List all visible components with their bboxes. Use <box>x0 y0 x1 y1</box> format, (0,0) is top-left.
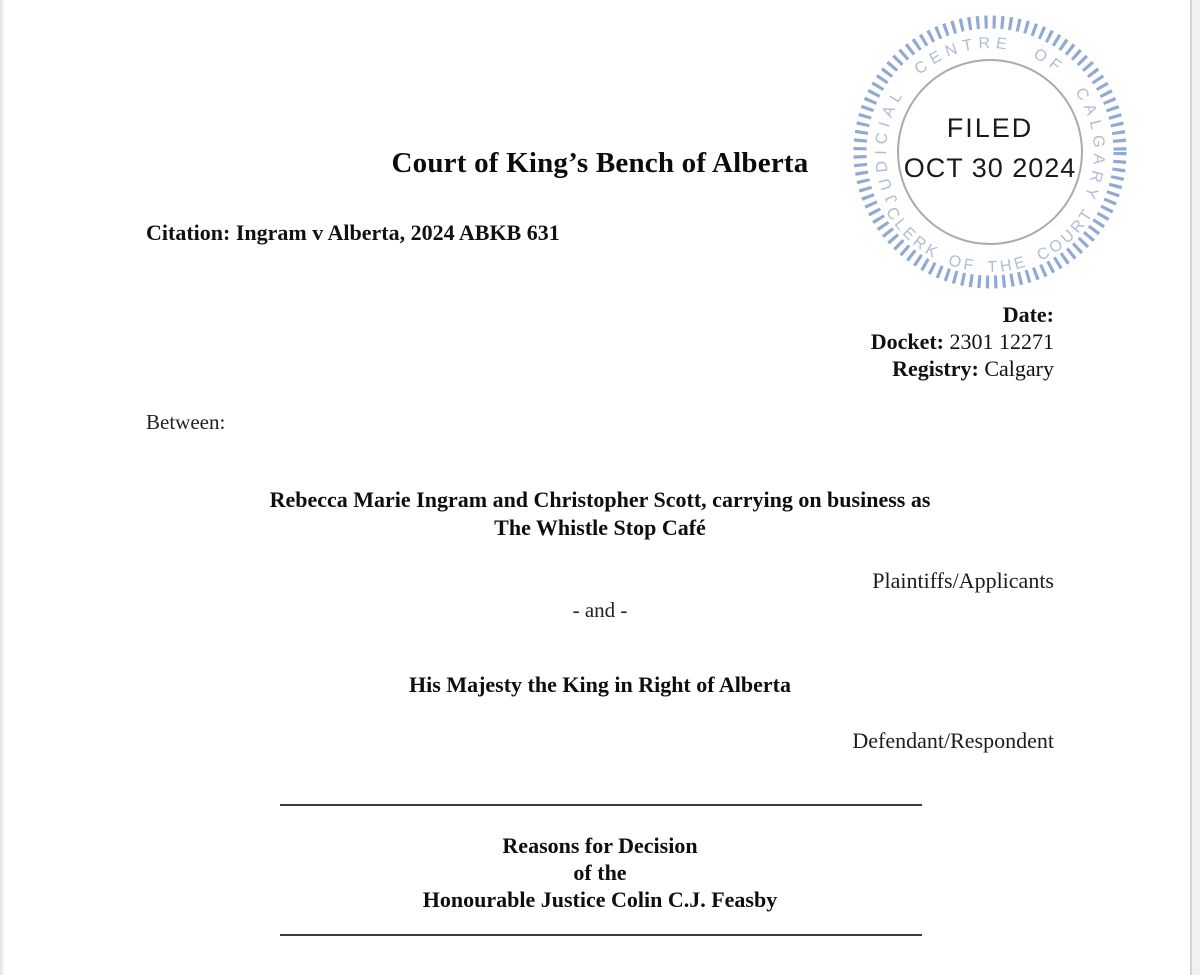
decision-heading-line3: Honourable Justice Colin C.J. Feasby <box>422 887 778 912</box>
separator-rule-bottom <box>280 934 922 936</box>
decision-heading-line2: of the <box>573 860 627 885</box>
citation-line <box>146 220 560 246</box>
plaintiffs-names <box>0 486 1200 542</box>
court-name-title: Court of King’s Bench of Alberta <box>391 147 809 179</box>
stamp-arc-top-text: JUDICIAL CENTRE OF CALGARY <box>872 34 1108 206</box>
stamp-date-text: OCT 30 2024 <box>903 153 1077 183</box>
decision-heading-line1: Reasons for Decision <box>502 833 698 858</box>
plaintiffs-names-line1: Rebecca Marie Ingram and Christopher Scott, carrying on business as <box>269 487 931 512</box>
decision-heading-block <box>0 832 1200 913</box>
meta-registry-label: Registry: <box>892 356 979 381</box>
filing-meta-block <box>871 301 1054 382</box>
defendant-name: His Majesty the King in Right of Alberta <box>409 672 791 697</box>
meta-docket-label: Docket: <box>870 329 944 354</box>
meta-registry-line <box>871 355 1054 382</box>
and-separator: - and - <box>572 598 628 622</box>
meta-date-line <box>871 301 1054 328</box>
stamp-arc-bottom-text: CLERK OF THE COURT <box>882 204 1098 277</box>
plaintiffs-role-label: Plaintiffs/Applicants <box>872 568 1054 593</box>
stamp-filed-text: FILED <box>946 113 1034 143</box>
meta-docket-line <box>871 328 1054 355</box>
meta-registry-value: Calgary <box>984 356 1054 381</box>
citation-label: Citation: <box>146 220 231 245</box>
defendant-role-label: Defendant/Respondent <box>852 728 1054 753</box>
meta-docket-value: 2301 12271 <box>949 329 1054 354</box>
separator-rule-top <box>280 804 922 806</box>
between-label: Between: <box>146 410 226 434</box>
meta-date-label: Date: <box>1002 302 1054 327</box>
citation-value: Ingram v Alberta, 2024 ABKB 631 <box>235 220 560 245</box>
plaintiffs-names-line2: The Whistle Stop Café <box>494 515 706 540</box>
